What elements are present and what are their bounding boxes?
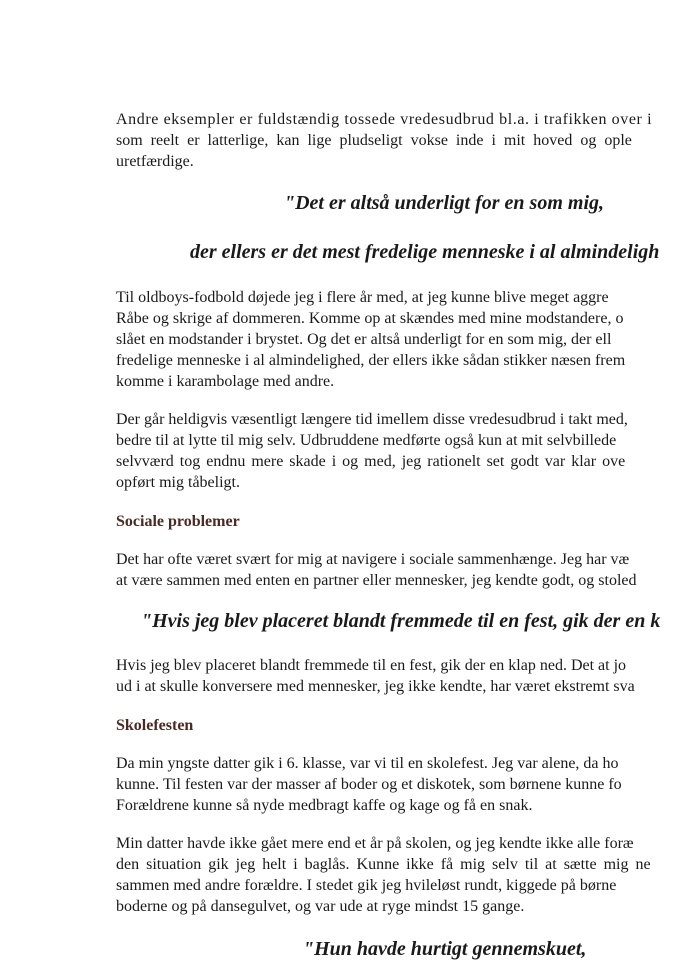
paragraph-3-line-3: selvværd tog endnu mere skade i og med, jeg rationelt set godt var klar ove	[116, 453, 626, 470]
section-heading-skolefesten: Skolefesten	[116, 717, 194, 734]
paragraph-7-line-3: sammen med andre forældre. I stedet gik jeg hvileløst rundt, kiggede på børne	[116, 877, 617, 894]
paragraph-2-line-4: fredelige menneske i al almindelighed, der ellers ikke sådan stikker næsen frem	[116, 352, 626, 369]
paragraph-2-line-5: komme i karambolage med andre.	[116, 373, 335, 390]
paragraph-3-line-4: opført mig tåbeligt.	[116, 474, 240, 491]
pull-quote-1-continued: der ellers er det mest fredelige menneske i al almindeligh	[190, 241, 660, 263]
paragraph-6-line-3: Forældrene kunne så nyde medbragt kaffe og kage og få en snak.	[116, 797, 533, 814]
pull-quote-1: "Det er altså underligt for en som mig,	[284, 192, 605, 214]
paragraph-7-line-4: boderne og på dansegulvet, og var ude at ryge mindst 15 gange.	[116, 898, 525, 915]
paragraph-7-line-2: den situation gik jeg helt i baglås. Kunne ikke få mig selv til at sætte mig ne	[116, 856, 651, 873]
paragraph-6-line-1: Da min yngste datter gik i 6. klasse, var vi til en skolefest. Jeg var alene, da ho	[116, 755, 619, 772]
paragraph-5-line-2: ud i at skulle konversere med mennesker, jeg ikke kendte, har været ekstremt sva	[116, 678, 635, 695]
paragraph-7-line-1: Min datter havde ikke gået mere end et år på skolen, og jeg kendte ikke alle foræ	[116, 835, 634, 852]
section-heading-sociale-problemer: Sociale problemer	[116, 513, 240, 530]
pull-quote-3: "Hun havde hurtigt gennemskuet,	[303, 938, 587, 960]
paragraph-2-line-3: slået en modstander i brystet. Og det er altså underligt for en som mig, der ell	[116, 331, 612, 348]
paragraph-1-line-1: Andre eksempler er fuldstændig tossede vredesudbrud bl.a. i trafikken over i	[116, 111, 653, 128]
paragraph-5-line-1: Hvis jeg blev placeret blandt fremmede til en fest, gik der en klap ned. Det at jo	[116, 657, 627, 674]
paragraph-1-line-3: uretfærdige.	[116, 153, 194, 170]
paragraph-2-line-1: Til oldboys-fodbold døjede jeg i flere år med, at jeg kunne blive meget aggre	[116, 289, 609, 306]
paragraph-4-line-2: at være sammen med enten en partner eller mennesker, jeg kendte godt, og stoled	[116, 572, 637, 589]
paragraph-3-line-1: Der går heldigvis væsentligt længere tid imellem disse vredesudbrud i takt med,	[116, 411, 628, 428]
paragraph-4-line-1: Det har ofte været svært for mig at navigere i sociale sammenhænge. Jeg har væ	[116, 551, 630, 568]
pull-quote-2: "Hvis jeg blev placeret blandt fremmede til en fest, gik der en k	[141, 610, 661, 632]
paragraph-6-line-2: kunne. Til festen var der masser af boder og et diskotek, som børnene kunne fo	[116, 776, 622, 793]
paragraph-2-line-2: Råbe og skrige af dommeren. Komme op at skændes med mine modstandere, o	[116, 310, 624, 327]
paragraph-1-line-2: som reelt er latterlige, kan lige pludseligt vokse inde i mit hoved og ople	[116, 132, 632, 149]
paragraph-3-line-2: bedre til at lytte til mig selv. Udbruddene medførte også kun at mit selvbillede	[116, 432, 617, 449]
